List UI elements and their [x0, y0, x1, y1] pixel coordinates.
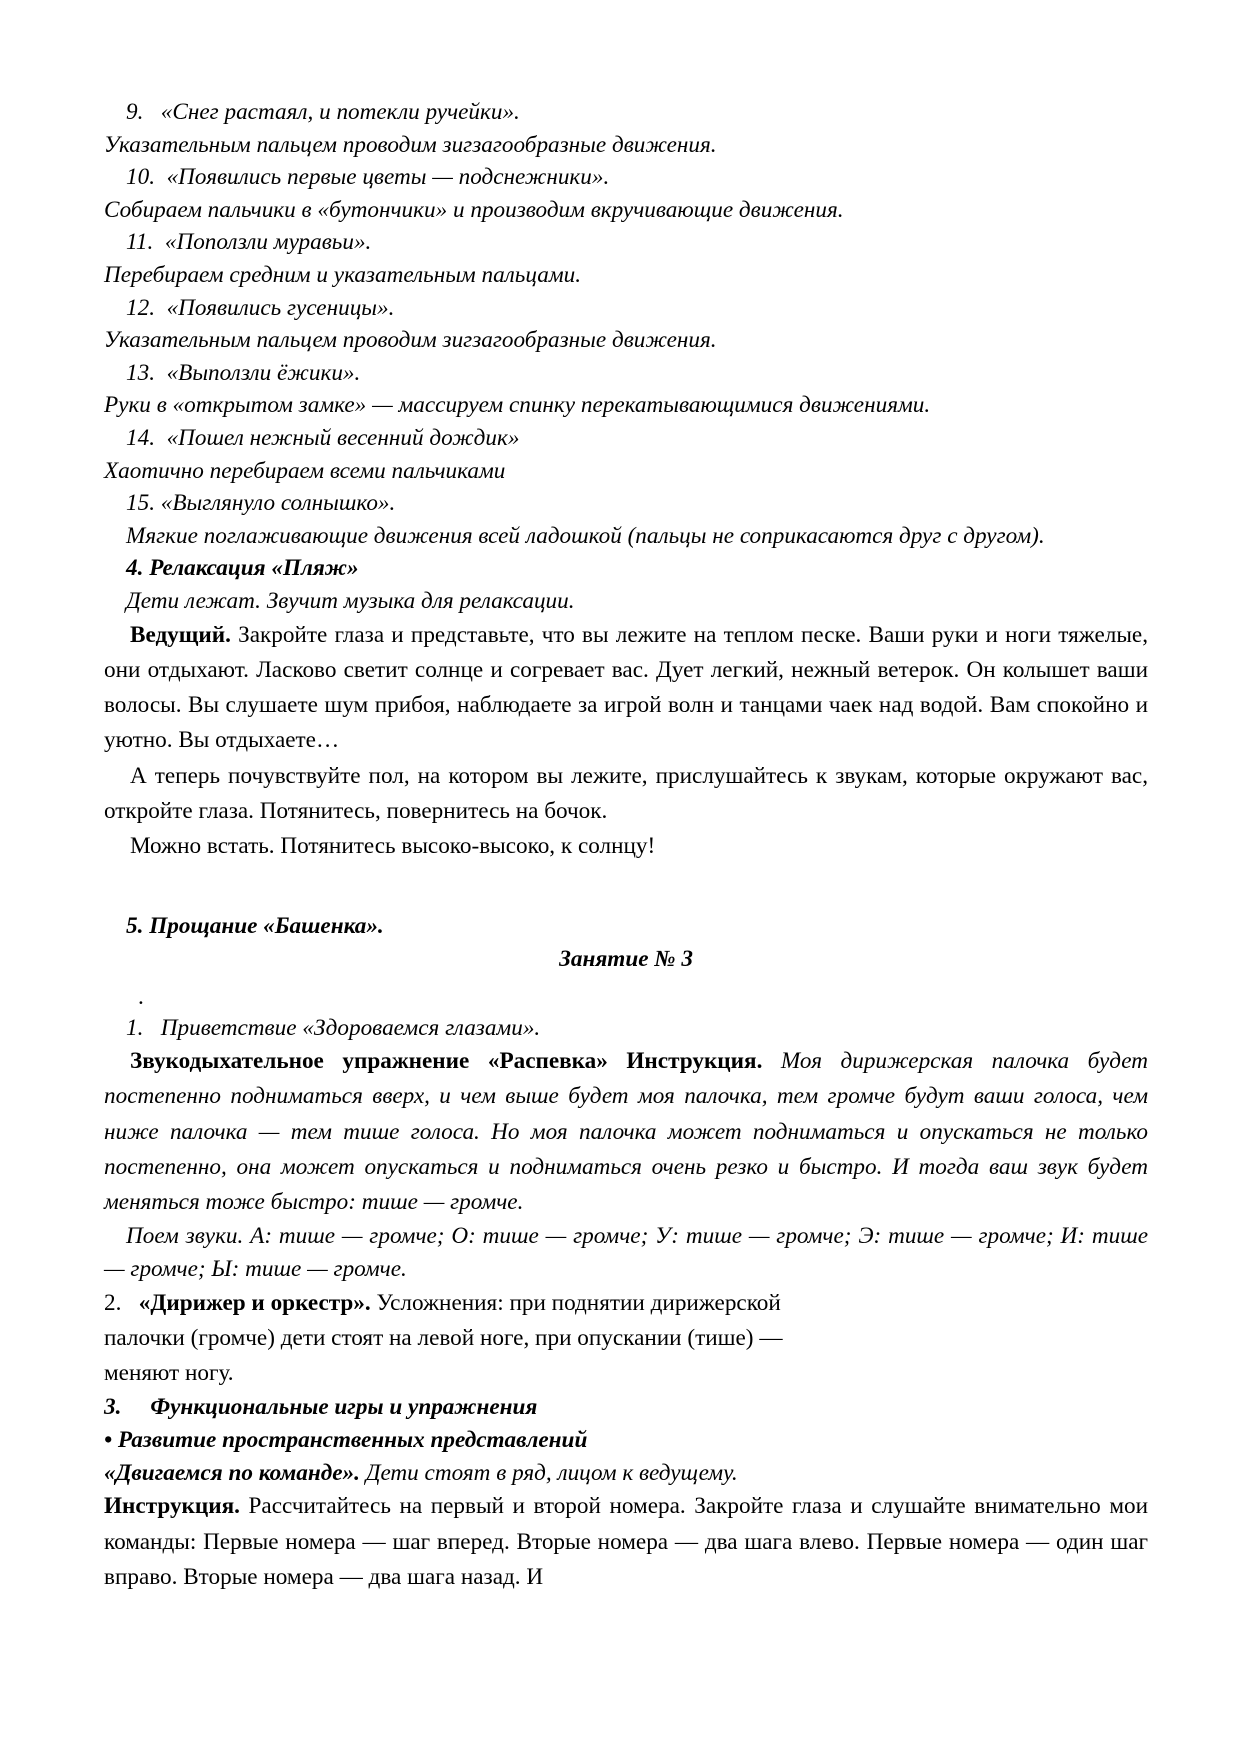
lesson-item-3-heading [104, 1391, 1148, 1424]
relaxation-stage-direction: Дети лежат. Звучит музыка для релаксации. [126, 587, 575, 614]
stray-mark: . [138, 983, 144, 1010]
list-item [104, 96, 1148, 129]
lesson-item-2-line3: меняют ногу. [104, 1360, 234, 1387]
item-title: «Появились гусеницы». [166, 294, 395, 321]
vocal-exercise-bold-intro: Звукодыхательное упражнение «Распевка» Инструкция. [130, 1048, 763, 1075]
item-bold-title: «Дирижер и оркестр». [138, 1289, 371, 1316]
item-number: 3. [104, 1394, 122, 1421]
vocal-exercise-sounds-line: Поем звуки. А: тише — громче; О: тише — громче; У: тише — громче; Э: тише — громче; И: тише — громче; Ы: тише — громче. [104, 1223, 1148, 1283]
list-item [104, 487, 1148, 520]
item-number: 9. [126, 99, 144, 125]
list-item [104, 357, 1148, 390]
lesson-item-1 [104, 1012, 1148, 1045]
list-item [104, 292, 1148, 325]
section-spacer [104, 864, 1148, 910]
item-title: «Снег растаял, и потекли ручейки». [160, 99, 520, 125]
relaxation-heading: 4. Релаксация «Пляж» [126, 555, 359, 582]
relaxation-speech-paragraph [104, 618, 1148, 759]
item-title: «Выползли ёжики». [166, 359, 361, 386]
lesson-item-3-bullet: • Развитие пространственных представлений [104, 1427, 588, 1454]
list-item [104, 226, 1148, 259]
item-title: «Появились первые цветы — подснежники». [166, 164, 610, 191]
spacer [104, 976, 1148, 986]
speech-text: Закройте глаза и представьте, что вы лежите на теплом песке. Ваши руки и ноги тяжелые, они отдыхают. Ласково светит солнце и согревает вас. Дует легкий, нежный ветерок. Он колышет ваши волосы. Вы слушаете шум прибоя, наблюдаете за игрой волн и танцами чаек над водой. Вам спокойно и уютно. Вы отдыхаете… [104, 621, 1148, 754]
instruction-label: Инструкция. [104, 1493, 240, 1520]
farewell-heading: 5. Прощание «Башенка». [126, 913, 384, 940]
item-action: Мягкие поглаживающие движения всей ладошкой (пальцы не соприкасаются друг с другом). [126, 522, 1045, 549]
vocal-exercise-italic-body: Моя дирижерская палочка будет постепенно подниматься вверх, и чем выше будет моя палочка, тем громче будут ваши голоса, чем ниже палочка — тем тише голоса. Но моя палочка может подниматься и опускаться не только постепенно, она может опускаться и подниматься очень резко и быстро. И тогда ваш звук будет меняться тоже быстро: тише — громче. [104, 1048, 1148, 1216]
item-number: 1. [126, 1014, 144, 1041]
list-item [104, 422, 1148, 455]
subtitle-rest: Дети стоят в ряд, лицом к ведущему. [359, 1459, 738, 1486]
lesson-item-3-instruction [104, 1489, 1148, 1595]
item-title: Приветствие «Здороваемся глазами». [160, 1014, 541, 1041]
lesson-item-3-subtitle [104, 1457, 1148, 1490]
item-number: 2. [104, 1289, 122, 1316]
item-number: 12. [126, 294, 155, 321]
item-number: 13. [126, 359, 155, 386]
item-action: Указательным пальцем проводим зигзагообразные движения. [104, 327, 717, 354]
document-body [104, 96, 1148, 1595]
vocal-exercise-paragraph [104, 1044, 1148, 1220]
lesson-item-2-line2: палочки (громче) дети стоят на левой ноге, при опускании (тише) — [104, 1324, 783, 1351]
item-action: Перебираем средним и указательным пальцами. [104, 261, 582, 288]
item-title: «Выглянуло солнышко». [160, 490, 396, 517]
item-action: Руки в «открытом замке» — массируем спинку перекатывающимися движениями. [104, 392, 931, 419]
relaxation-paragraph-2: А теперь почувствуйте пол, на котором вы лежите, прислушайтесь к звукам, которые окружают вас, откройте глаза. Потянитесь, повернитесь на бочок. [104, 762, 1148, 824]
item-number: 14. [126, 424, 155, 451]
item-action: Собираем пальчики в «бутончики» и производим вкручивающие движения. [104, 196, 844, 223]
item-text-line1: Усложнения: при поднятии дирижерской [370, 1289, 781, 1316]
item-number: 15. [126, 490, 155, 517]
item-title: «Поползли муравьи». [164, 229, 372, 256]
item-action: Указательным пальцем проводим зигзагообразные движения. [104, 131, 717, 158]
lesson-title: Занятие № 3 [559, 945, 693, 972]
instruction-text: Рассчитайтесь на первый и второй номера. Закройте глаза и слушайте внимательно мои команды: Первые номера — шаг вперед. Вторые номера — два шага влево. Первые номера — один шаг вправо. Вторые номера — два шага назад. И [104, 1493, 1148, 1590]
item-heading-text: Функциональные игры и упражнения [150, 1394, 538, 1421]
lesson-item-2 [104, 1286, 1148, 1321]
subtitle-bold: «Двигаемся по команде». [104, 1459, 360, 1486]
item-action: Хаотично перебираем всеми пальчиками [104, 457, 506, 484]
speaker-label: Ведущий. [130, 621, 231, 648]
list-item [104, 161, 1148, 194]
item-number: 10. [126, 164, 155, 191]
item-number: 11. [126, 229, 154, 256]
item-title: «Пошел нежный весенний дождик» [166, 424, 520, 451]
relaxation-paragraph-3: Можно встать. Потянитесь высоко-высоко, к солнцу! [130, 833, 656, 860]
